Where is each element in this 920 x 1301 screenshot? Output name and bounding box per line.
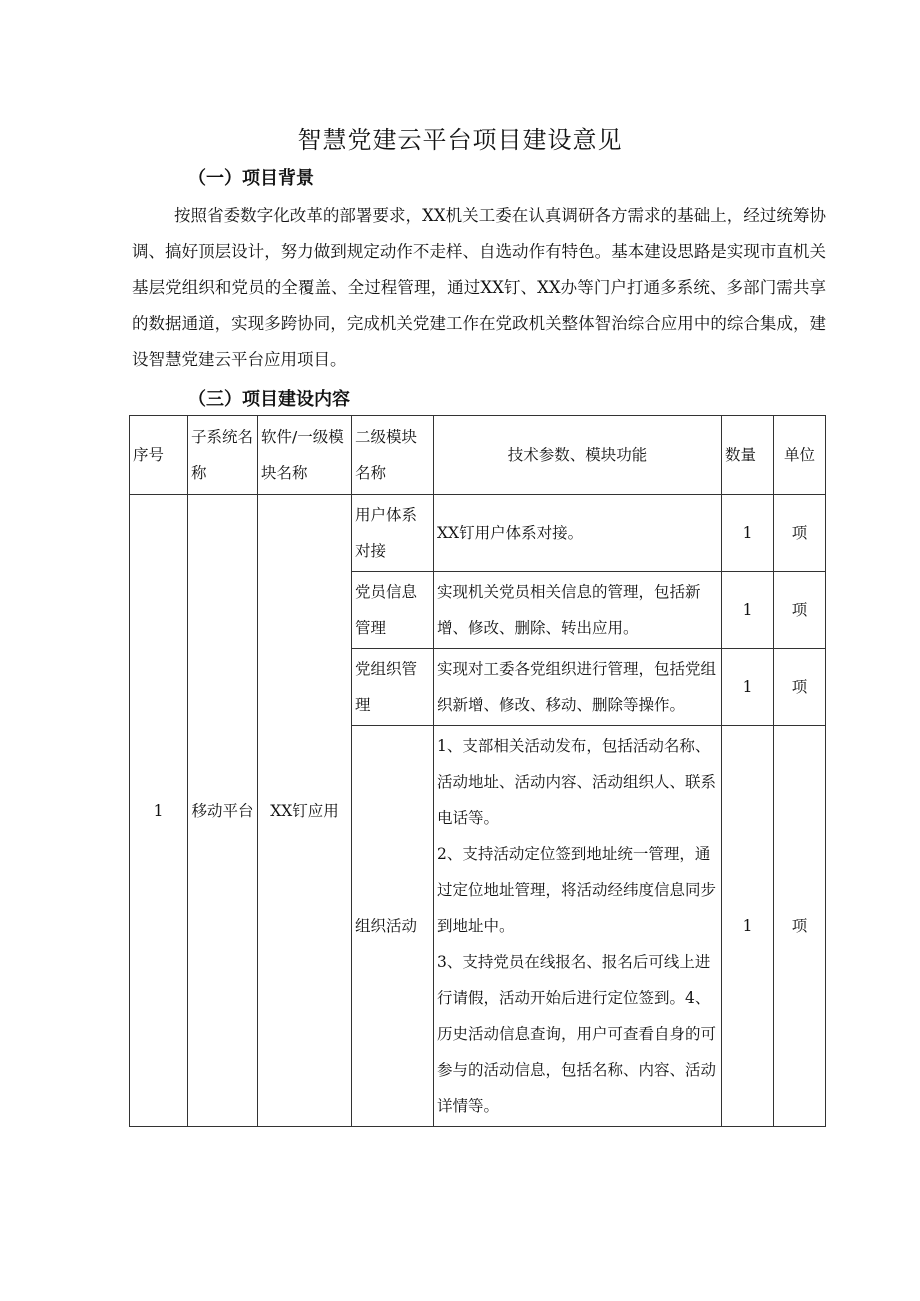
cell-spec: 实现机关党员相关信息的管理，包括新增、修改、删除、转出应用。 bbox=[434, 572, 722, 649]
spec-item-2: 2、支持活动定位签到地址统一管理，通过定位地址管理，将活动经纬度信息同步到地址中。 bbox=[437, 845, 717, 935]
cell-qty: 1 bbox=[722, 726, 774, 1127]
cell-spec: XX钉用户体系对接。 bbox=[434, 495, 722, 572]
cell-unit: 项 bbox=[774, 495, 826, 572]
header-module2: 二级模块名称 bbox=[352, 416, 434, 495]
section-heading-background: （一）项目背景 bbox=[188, 168, 314, 189]
table-header-row bbox=[130, 416, 826, 495]
header-qty: 数量 bbox=[722, 416, 774, 495]
cell-module: 用户体系对接 bbox=[352, 495, 434, 572]
cell-qty: 1 bbox=[722, 495, 774, 572]
cell-unit: 项 bbox=[774, 649, 826, 726]
header-unit: 单位 bbox=[774, 416, 826, 495]
cell-subsystem: 移动平台 bbox=[188, 495, 258, 1127]
cell-qty: 1 bbox=[722, 649, 774, 726]
header-software: 软件/一级模块名称 bbox=[258, 416, 352, 495]
cell-seq: 1 bbox=[130, 495, 188, 1127]
cell-module: 党员信息管理 bbox=[352, 572, 434, 649]
construction-content-table bbox=[129, 415, 826, 1127]
spec-item-1: 1、支部相关活动发布，包括活动名称、活动地址、活动内容、活动组织人、联系电话等。 bbox=[437, 737, 717, 827]
cell-unit: 项 bbox=[774, 726, 826, 1127]
page-title: 智慧党建云平台项目建设意见 bbox=[297, 126, 623, 154]
table-row bbox=[130, 495, 826, 572]
spec-item-3: 3、支持党员在线报名、报名后可线上进行请假，活动开始后进行定位签到。4、历史活动信息查询，用户可查看自身的可参与的活动信息，包括名称、内容、活动详情等。 bbox=[437, 953, 717, 1115]
cell-software: XX钉应用 bbox=[258, 495, 352, 1127]
header-seq: 序号 bbox=[130, 416, 188, 495]
section-heading-content: （三）项目建设内容 bbox=[188, 389, 350, 410]
cell-spec: 实现对工委各党组织进行管理，包括党组织新增、修改、移动、删除等操作。 bbox=[434, 649, 722, 726]
cell-qty: 1 bbox=[722, 572, 774, 649]
cell-module: 组织活动 bbox=[352, 726, 434, 1127]
header-subsystem: 子系统名称 bbox=[188, 416, 258, 495]
header-spec: 技术参数、模块功能 bbox=[434, 416, 722, 495]
background-paragraph: 按照省委数字化改革的部署要求，XX机关工委在认真调研各方需求的基础上，经过统筹协调、搞好顶层设计，努力做到规定动作不走样、自选动作有特色。基本建设思路是实现市直机关基层党组织和党员的全覆盖、全过程管理，通过XX钉、XX办等门户打通多系统、多部门需共享的数据通道，实现多跨协同，完成机关党建工作在党政机关整体智治综合应用中的综合集成，建设智慧党建云平台应用项目。 bbox=[132, 206, 826, 369]
cell-unit: 项 bbox=[774, 572, 826, 649]
cell-module: 党组织管理 bbox=[352, 649, 434, 726]
cell-spec bbox=[434, 726, 722, 1127]
